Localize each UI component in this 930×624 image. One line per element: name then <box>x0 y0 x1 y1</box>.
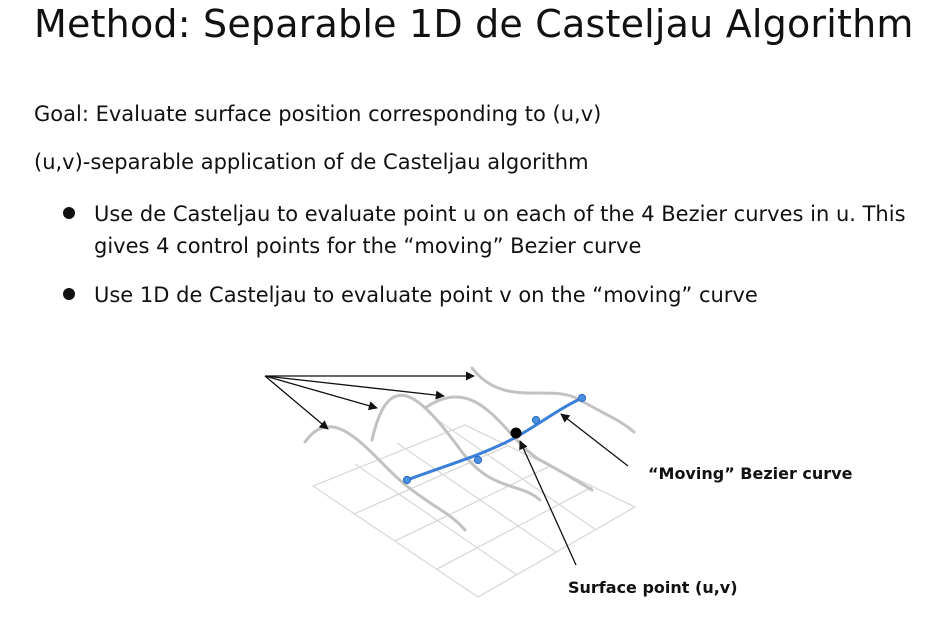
grid-outline <box>313 425 635 597</box>
grid-line <box>355 464 517 575</box>
bullet-list <box>60 198 920 328</box>
arrow <box>265 376 377 408</box>
surface-point-arrow <box>520 441 576 565</box>
bullet-item <box>60 279 920 311</box>
control-point <box>532 416 539 423</box>
bezier-curve <box>472 368 634 432</box>
grid-line <box>437 487 592 569</box>
bezier-curve <box>372 395 540 500</box>
grid-line <box>439 421 596 530</box>
bezier-curve <box>425 397 592 490</box>
curve-pointer-arrows <box>265 376 474 429</box>
bezier-curve <box>305 427 465 530</box>
arrow <box>265 376 328 429</box>
control-point <box>403 476 410 483</box>
surface-point-label: Surface point (u,v) <box>568 578 738 597</box>
bullet-text: Use 1D de Casteljau to evaluate point v on the “moving” curve <box>94 283 758 307</box>
moving-curve-label: “Moving” Bezier curve <box>648 464 853 483</box>
arrow <box>265 376 444 396</box>
bullet-dot-icon <box>63 207 75 219</box>
control-point <box>474 456 481 463</box>
grid-line <box>395 466 550 541</box>
grid-line <box>397 443 556 552</box>
surface-point <box>511 428 522 439</box>
bullet-item <box>60 198 920 262</box>
moving-bezier-curve <box>407 398 582 480</box>
grid-line <box>354 446 507 514</box>
bullet-text: Use de Casteljau to evaluate point u on each of the 4 Bezier curves in u. This gives 4 control points for the “moving” Bezier curve <box>94 202 906 258</box>
parameter-grid <box>313 421 635 597</box>
moving-curve-arrow <box>561 414 628 466</box>
moving-curve-control-points <box>403 394 585 483</box>
subtitle-text: (u,v)-separable application of de Casteljau algorithm <box>34 150 589 174</box>
goal-text: Goal: Evaluate surface position corresponding to (u,v) <box>34 102 602 126</box>
bezier-curves-u <box>305 368 634 530</box>
slide-title: Method: Separable 1D de Casteljau Algorithm <box>34 2 914 46</box>
control-point <box>578 394 585 401</box>
bullet-dot-icon <box>63 288 75 300</box>
